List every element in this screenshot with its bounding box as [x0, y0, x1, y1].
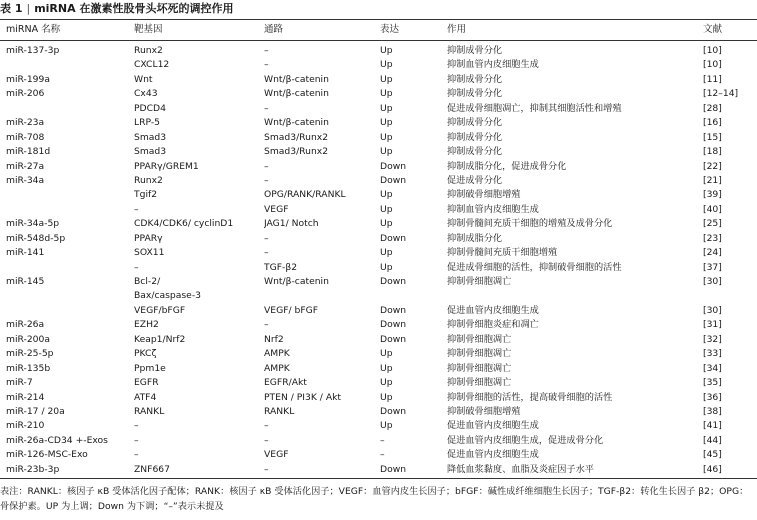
pathway-cell: Nrf2	[264, 333, 284, 345]
table-row	[0, 376, 757, 390]
expression-cell: Down	[380, 160, 407, 172]
pathway-cell: Smad3/Runx2	[264, 146, 329, 158]
table-row	[0, 203, 757, 217]
pathway-cell: VEGF	[264, 203, 289, 215]
table-note: 表注：RANKL：核因子 κB 受体活化因子配体；RANK：核因子 κB 受体活化因子；VEGF：血管内皮生长因子；bFGF：碱性成纤维细胞生长因子；TGF-β2：转化生长因子 β2；OPG：骨保护素。UP 为上调；Down 为下调；“–”表示未提及	[0, 486, 749, 512]
mirna-cell: miR-708	[6, 131, 45, 143]
reference-cell: [39]	[703, 189, 722, 201]
expression-cell: Up	[380, 203, 393, 215]
pathway-cell: VEGF	[264, 449, 289, 461]
top-rule	[0, 19, 757, 20]
expression-cell: Down	[380, 304, 407, 316]
effect-cell: 促进成骨细胞的活性，抑制破骨细胞的活性	[447, 261, 622, 273]
table-title: miRNA 在激素性股骨头坏死的调控作用	[34, 2, 234, 15]
reference-cell: [41]	[703, 420, 722, 432]
table-row	[0, 131, 757, 145]
reference-cell: [22]	[703, 160, 722, 172]
mirna-cell: miR-181d	[6, 146, 51, 158]
reference-cell: [33]	[703, 348, 722, 360]
mirna-cell: miR-34a-5p	[6, 218, 60, 230]
reference-cell: [16]	[703, 117, 722, 129]
expression-cell: Up	[380, 189, 393, 201]
reference-cell: [31]	[703, 319, 722, 331]
effect-cell: 抑制骨细胞炎症和凋亡	[447, 319, 539, 331]
expression-cell: –	[380, 434, 385, 446]
table-row	[0, 419, 757, 433]
table-row	[0, 318, 757, 332]
table-row	[0, 304, 757, 318]
mirna-cell: miR-135b	[6, 362, 51, 374]
effect-cell: 抑制成骨分化	[447, 88, 503, 100]
table-row	[0, 434, 757, 448]
effect-cell: 抑制成骨分化	[447, 45, 503, 56]
mirna-cell	[0, 188, 134, 202]
effect-cell: 抑制破骨细胞增殖	[447, 405, 521, 417]
table-row	[0, 102, 757, 116]
table-row	[0, 160, 757, 174]
effect-cell: 促进血管内皮细胞生成，促进成骨分化	[447, 434, 604, 446]
target-gene-cell: Tgif2	[134, 189, 158, 201]
reference-cell: [46]	[703, 463, 722, 475]
mirna-cell: miR-145	[6, 276, 45, 287]
reference-cell: [40]	[703, 203, 722, 215]
target-gene-cell: CXCL12	[134, 59, 170, 71]
pathway-cell: AMPK	[264, 348, 290, 360]
effect-cell: 促进血管内皮细胞生成	[447, 420, 539, 432]
effect-cell: 抑制成骨分化	[447, 117, 503, 129]
table-row	[0, 246, 757, 260]
reference-cell: [15]	[703, 131, 722, 143]
target-gene-cell: Smad3	[134, 146, 167, 158]
header-reference: 文献	[703, 24, 723, 35]
pathway-cell: EGFR/Akt	[264, 377, 307, 389]
target-gene-cell: –	[134, 203, 139, 215]
mirna-cell: miR-206	[6, 88, 45, 100]
pathway-cell: RANKL	[264, 405, 295, 417]
effect-cell: 抑制成脂分化，促进成骨分化	[447, 160, 567, 172]
target-gene-cell: EGFR	[134, 377, 159, 389]
pathway-cell: Wnt/β-catenin	[264, 117, 329, 129]
mirna-cell	[0, 289, 134, 303]
pathway-cell: –	[264, 463, 269, 475]
target-gene-cell: –	[134, 434, 139, 446]
reference-cell: [10]	[703, 45, 722, 56]
effect-cell: 抑制破骨细胞增殖	[447, 189, 521, 201]
mirna-cell: miR-26a-CD34 +-Exos	[6, 434, 108, 446]
expression-cell: Up	[380, 420, 393, 432]
table-row	[0, 333, 757, 347]
target-gene-cell: –	[134, 261, 139, 273]
pathway-cell: VEGF/ bFGF	[264, 304, 319, 316]
table-row	[0, 275, 757, 289]
reference-cell: [11]	[703, 73, 722, 85]
pathway-cell: PTEN / PI3K / Akt	[264, 391, 342, 403]
expression-cell: Up	[380, 247, 393, 259]
reference-cell: [35]	[703, 377, 722, 389]
mirna-cell: miR-23b-3p	[6, 463, 60, 475]
mirna-cell: miR-25-5p	[6, 348, 54, 360]
target-gene-cell: RANKL	[134, 405, 165, 417]
expression-cell: Up	[380, 131, 393, 143]
header-pathway: 通路	[264, 24, 284, 35]
effect-cell: 抑制骨细胞凋亡	[447, 362, 512, 374]
target-gene-cell: PPARγ/GREM1	[134, 160, 199, 172]
effect-cell: 降低血浆黏度、血脂及炎症因子水平	[447, 463, 594, 475]
target-gene-cell: EZH2	[134, 319, 159, 331]
mirna-cell: miR-23a	[6, 117, 45, 129]
reference-cell: [32]	[703, 333, 722, 345]
reference-cell: [10]	[703, 59, 722, 71]
table-row	[0, 87, 757, 101]
pathway-cell: AMPK	[264, 362, 290, 374]
reference-cell	[703, 289, 757, 303]
bottom-rule	[0, 478, 757, 479]
table-row	[0, 174, 757, 188]
target-gene-cell: Keap1/Nrf2	[134, 333, 186, 345]
mirna-cell: miR-137-3p	[6, 45, 60, 56]
effect-cell: 抑制骨髓间充质干细胞的增殖及成骨分化	[447, 218, 613, 230]
effect-cell: 抑制成脂分化	[447, 232, 503, 244]
table-row	[0, 217, 757, 231]
effect-cell: 抑制骨细胞的活性，提高破骨细胞的活性	[447, 391, 613, 403]
header-effect: 作用	[447, 24, 467, 35]
expression-cell	[380, 289, 447, 303]
expression-cell: Down	[380, 333, 407, 345]
reference-cell: [44]	[703, 434, 722, 446]
pathway-cell: JAG1/ Notch	[264, 218, 319, 230]
effect-cell: 抑制骨细胞凋亡	[447, 348, 512, 360]
reference-cell: [30]	[703, 276, 722, 287]
mirna-cell: miR-199a	[6, 73, 50, 85]
table-row	[0, 261, 757, 275]
target-gene-cell: Runx2	[134, 45, 163, 56]
target-gene-cell: Runx2	[134, 174, 163, 186]
target-gene-cell: Bax/caspase-3	[134, 290, 201, 302]
table-row	[0, 405, 757, 419]
caption-separator: |	[26, 2, 31, 15]
table-row	[0, 145, 757, 159]
effect-cell: 抑制血管内皮细胞生成	[447, 59, 539, 71]
effect-cell: 抑制成骨分化	[447, 73, 503, 85]
mirna-cell	[0, 304, 134, 318]
mirna-cell: miR-7	[6, 377, 33, 389]
expression-cell: Up	[380, 377, 393, 389]
target-gene-cell: CDK4/CDK6/ cyclinD1	[134, 218, 234, 230]
reference-cell: [38]	[703, 405, 722, 417]
mirna-cell	[0, 261, 134, 275]
table-body	[0, 44, 757, 477]
reference-cell: [45]	[703, 449, 722, 461]
effect-cell: 促进血管内皮细胞生成	[447, 449, 539, 461]
effect-cell: 促进成骨分化	[447, 174, 503, 186]
reference-cell: [37]	[703, 261, 722, 273]
pathway-cell: –	[264, 420, 269, 432]
table-caption	[0, 0, 757, 18]
expression-cell: Down	[380, 319, 407, 331]
pathway-cell: –	[264, 319, 269, 331]
mirna-cell: miR-200a	[6, 333, 50, 345]
reference-cell: [30]	[703, 304, 722, 316]
mirna-cell: miR-214	[6, 391, 45, 403]
pathway-cell: –	[264, 232, 269, 244]
target-gene-cell: Bcl-2/	[134, 276, 161, 287]
table-row	[0, 347, 757, 361]
mirna-cell	[0, 58, 134, 72]
pathway-cell: –	[264, 45, 269, 56]
expression-cell: Down	[380, 463, 407, 475]
header-expression: 表达	[380, 24, 400, 35]
target-gene-cell: LRP-5	[134, 117, 161, 129]
mirna-cell	[0, 203, 134, 217]
pathway-cell: –	[264, 174, 269, 186]
reference-cell: [23]	[703, 232, 722, 244]
expression-cell: Up	[380, 261, 393, 273]
expression-cell: Up	[380, 88, 393, 100]
effect-cell: 促进成骨细胞凋亡，抑制其细胞活性和增殖	[447, 102, 622, 114]
pathway-cell: Smad3/Runx2	[264, 131, 329, 143]
expression-cell: Up	[380, 348, 393, 360]
mirna-cell: miR-17 / 20a	[6, 405, 65, 417]
mirna-cell: miR-27a	[6, 160, 45, 172]
target-gene-cell: ZNF667	[134, 463, 170, 475]
header-mirna: miRNA 名称	[6, 24, 61, 35]
target-gene-cell: Cx43	[134, 88, 158, 100]
mirna-cell: miR-26a	[6, 319, 45, 331]
target-gene-cell: –	[134, 449, 139, 461]
target-gene-cell: Wnt	[134, 73, 153, 85]
target-gene-cell: Smad3	[134, 131, 167, 143]
effect-cell	[447, 289, 703, 303]
pathway-cell: Wnt/β-catenin	[264, 276, 329, 287]
expression-cell: Down	[380, 174, 407, 186]
pathway-cell	[264, 289, 380, 303]
mirna-cell	[0, 102, 134, 116]
table-row	[0, 448, 757, 462]
expression-cell: Down	[380, 405, 407, 417]
table-row	[0, 58, 757, 72]
pathway-cell: –	[264, 434, 269, 446]
target-gene-cell: ATF4	[134, 391, 157, 403]
pathway-cell: –	[264, 102, 269, 114]
target-gene-cell: Ppm1e	[134, 362, 166, 374]
pathway-cell: Wnt/β-catenin	[264, 73, 329, 85]
expression-cell: Up	[380, 45, 393, 56]
target-gene-cell: PDCD4	[134, 102, 166, 114]
reference-cell: [18]	[703, 146, 722, 158]
reference-cell: [36]	[703, 391, 722, 403]
target-gene-cell: VEGF/bFGF	[134, 304, 186, 316]
table-label: 表 1	[0, 2, 23, 15]
reference-cell: [28]	[703, 102, 722, 114]
effect-cell: 抑制骨细胞凋亡	[447, 333, 512, 345]
pathway-cell: OPG/RANK/RANKL	[264, 189, 346, 201]
data-table	[0, 44, 757, 477]
table-row	[0, 73, 757, 87]
mirna-cell: miR-34a	[6, 174, 45, 186]
pathway-cell: –	[264, 247, 269, 259]
mirna-cell: miR-548d-5p	[6, 232, 66, 244]
pathway-cell: –	[264, 160, 269, 172]
table-row	[0, 463, 757, 477]
mirna-cell: miR-141	[6, 247, 45, 259]
expression-cell: –	[380, 449, 385, 461]
expression-cell: Up	[380, 59, 393, 71]
effect-cell: 抑制骨细胞凋亡	[447, 276, 512, 287]
effect-cell: 抑制成骨分化	[447, 146, 503, 158]
effect-cell: 促进血管内皮细胞生成	[447, 304, 539, 316]
target-gene-cell: PPARγ	[134, 232, 163, 244]
table-row	[0, 232, 757, 246]
mirna-cell: miR-126-MSC-Exo	[6, 449, 88, 461]
reference-cell: [21]	[703, 174, 722, 186]
header-rule	[0, 40, 757, 41]
table-row	[0, 188, 757, 202]
reference-cell: [25]	[703, 218, 722, 230]
expression-cell: Up	[380, 117, 393, 129]
effect-cell: 抑制骨髓间充质干细胞增殖	[447, 247, 558, 259]
reference-cell: [34]	[703, 362, 722, 374]
table-row	[0, 116, 757, 130]
table-row	[0, 362, 757, 376]
target-gene-cell: PKCζ	[134, 348, 157, 360]
effect-cell: 抑制成骨分化	[447, 131, 503, 143]
table-row	[0, 289, 757, 303]
reference-cell: [12–14]	[703, 88, 739, 100]
table-row	[0, 391, 757, 405]
effect-cell: 抑制骨细胞凋亡	[447, 377, 512, 389]
header-target-gene: 靶基因	[134, 24, 163, 35]
target-gene-cell: –	[134, 420, 139, 432]
expression-cell: Up	[380, 146, 393, 158]
expression-cell: Down	[380, 232, 407, 244]
expression-cell: Up	[380, 102, 393, 114]
pathway-cell: TGF-β2	[264, 261, 298, 273]
expression-cell: Up	[380, 362, 393, 374]
pathway-cell: –	[264, 59, 269, 71]
expression-cell: Up	[380, 73, 393, 85]
pathway-cell: Wnt/β-catenin	[264, 88, 329, 100]
reference-cell: [24]	[703, 247, 722, 259]
expression-cell: Down	[380, 276, 407, 287]
effect-cell: 抑制血管内皮细胞生成	[447, 203, 539, 215]
mirna-cell: miR-210	[6, 420, 45, 432]
expression-cell: Up	[380, 218, 393, 230]
expression-cell: Up	[380, 391, 393, 403]
target-gene-cell: SOX11	[134, 247, 165, 259]
table-row	[0, 44, 757, 58]
